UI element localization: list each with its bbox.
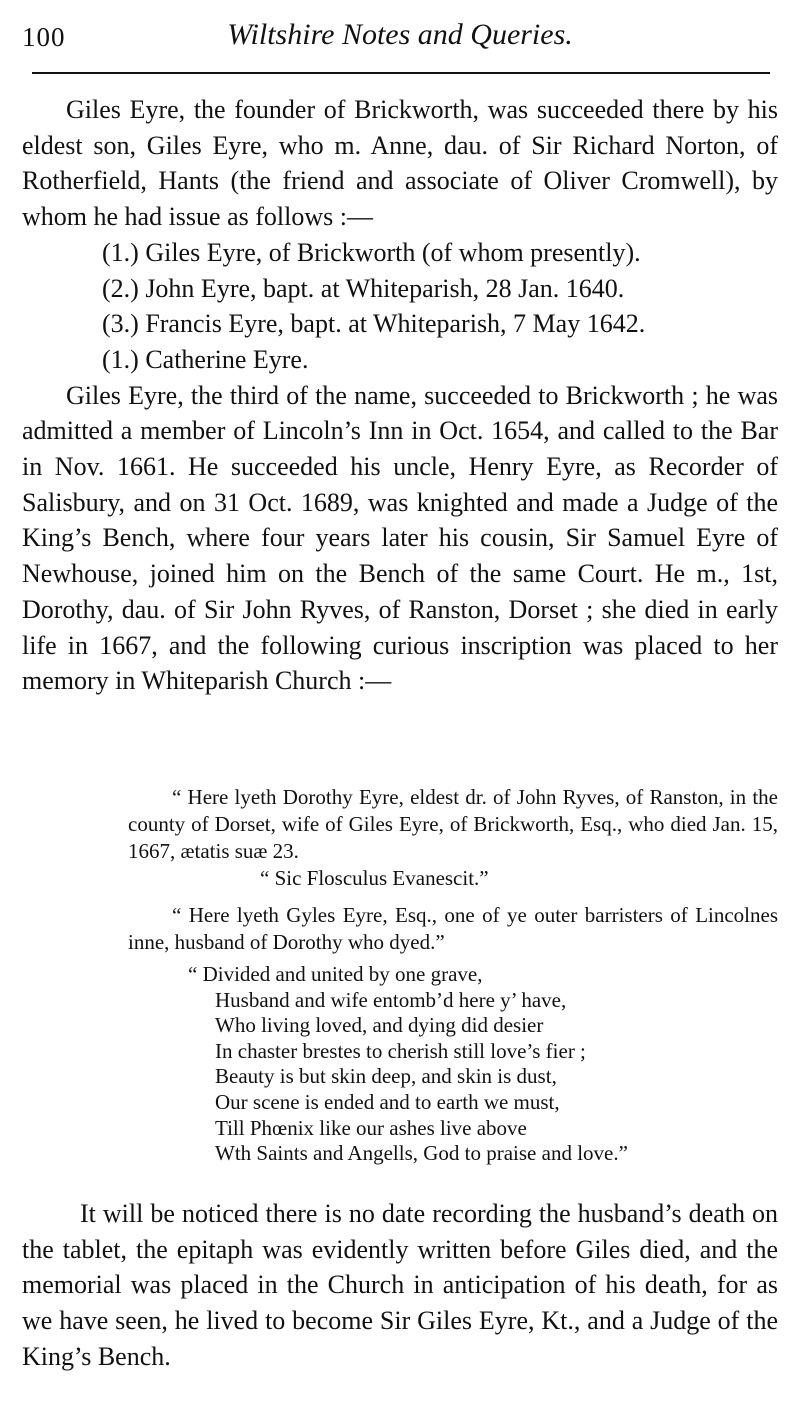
running-title: Wiltshire Notes and Queries. [227, 18, 573, 51]
inscription-dorothy [128, 784, 778, 892]
poem-line: Wth Saints and Angells, God to praise and love.” [215, 1141, 628, 1166]
main-text [22, 92, 778, 699]
issue-item: (2.) John Eyre, bapt. at Whiteparish, 28 Jan. 1640. [102, 273, 625, 303]
inscription-dorothy-text: “ Here lyeth Dorothy Eyre, eldest dr. of John Ryves, of Ranston, in the county of Dorset, wife of Giles Eyre, of Brickworth, Esq., who died Jan. 15, 1667, ætatis suæ 23. [128, 785, 778, 863]
paragraph-intro: Giles Eyre, the founder of Brickworth, was succeeded there by his eldest son, Giles Eyre, who m. Anne, dau. of Sir Richard Norton, of Rotherfield, Hants (the friend and associate of Oliver Cromwell), by whom he had issue as follows :— [22, 95, 778, 232]
inscription-gyles [128, 902, 778, 956]
poem-line: “ Divided and united by one grave, [188, 962, 483, 986]
issue-item: (1.) Giles Eyre, of Brickworth (of whom presently). [102, 237, 641, 267]
paragraph-third-giles: Giles Eyre, the third of the name, succeeded to Brickworth ; he was admitted a member of Lincoln’s Inn in Oct. 1654, and called to the Bar in Nov. 1661. He succeeded his uncle, Henry Eyre, as Recorder of Salisbury, and on 31 Oct. 1689, was knighted and made a Judge of the King’s Bench, where four years later his cousin, Sir Samuel Eyre of Newhouse, joined him on the Bench of the same Court. He m., 1st, Dorothy, dau. of Sir John Ryves, of Ranston, Dorset ; she died in early life in 1667, and the following curious inscription was placed to her memory in Whiteparish Church :— [22, 380, 778, 696]
inscription-motto: “ Sic Flosculus Evanescit.” [260, 866, 489, 890]
inscription-gyles-text: “ Here lyeth Gyles Eyre, Esq., one of ye outer barristers of Lincolnes inne, husband of Dorothy who dyed.” [128, 903, 778, 954]
issue-item: (3.) Francis Eyre, bapt. at Whiteparish, 7 May 1642. [102, 309, 646, 339]
header-rule [32, 72, 770, 74]
poem-line: Who living loved, and dying did desier [215, 1013, 544, 1038]
page-header [22, 18, 778, 62]
poem-line: Our scene is ended and to earth we must, [215, 1089, 560, 1114]
poem-line: In chaster brestes to cherish still love’s fier ; [215, 1038, 586, 1063]
page-number: 100 [22, 22, 66, 52]
issue-list [22, 235, 778, 378]
paragraph-closing: It will be noticed there is no date recording the husband’s death on the tablet, the epitaph was evidently written before Giles died, and the memorial was placed in the Church in anticipation of his death, for as we have seen, he lived to become Sir Giles Eyre, Kt., and a Judge of the King’s Bench. [22, 1199, 778, 1371]
poem-line: Till Phœnix like our ashes live above [215, 1115, 527, 1140]
issue-item: (1.) Catherine Eyre. [102, 344, 309, 374]
poem-line: Husband and wife entomb’d here y’ have, [215, 987, 567, 1012]
closing-text [22, 1196, 778, 1375]
epitaph-poem [188, 962, 778, 1167]
poem-line: Beauty is but skin deep, and skin is dust, [215, 1064, 557, 1089]
